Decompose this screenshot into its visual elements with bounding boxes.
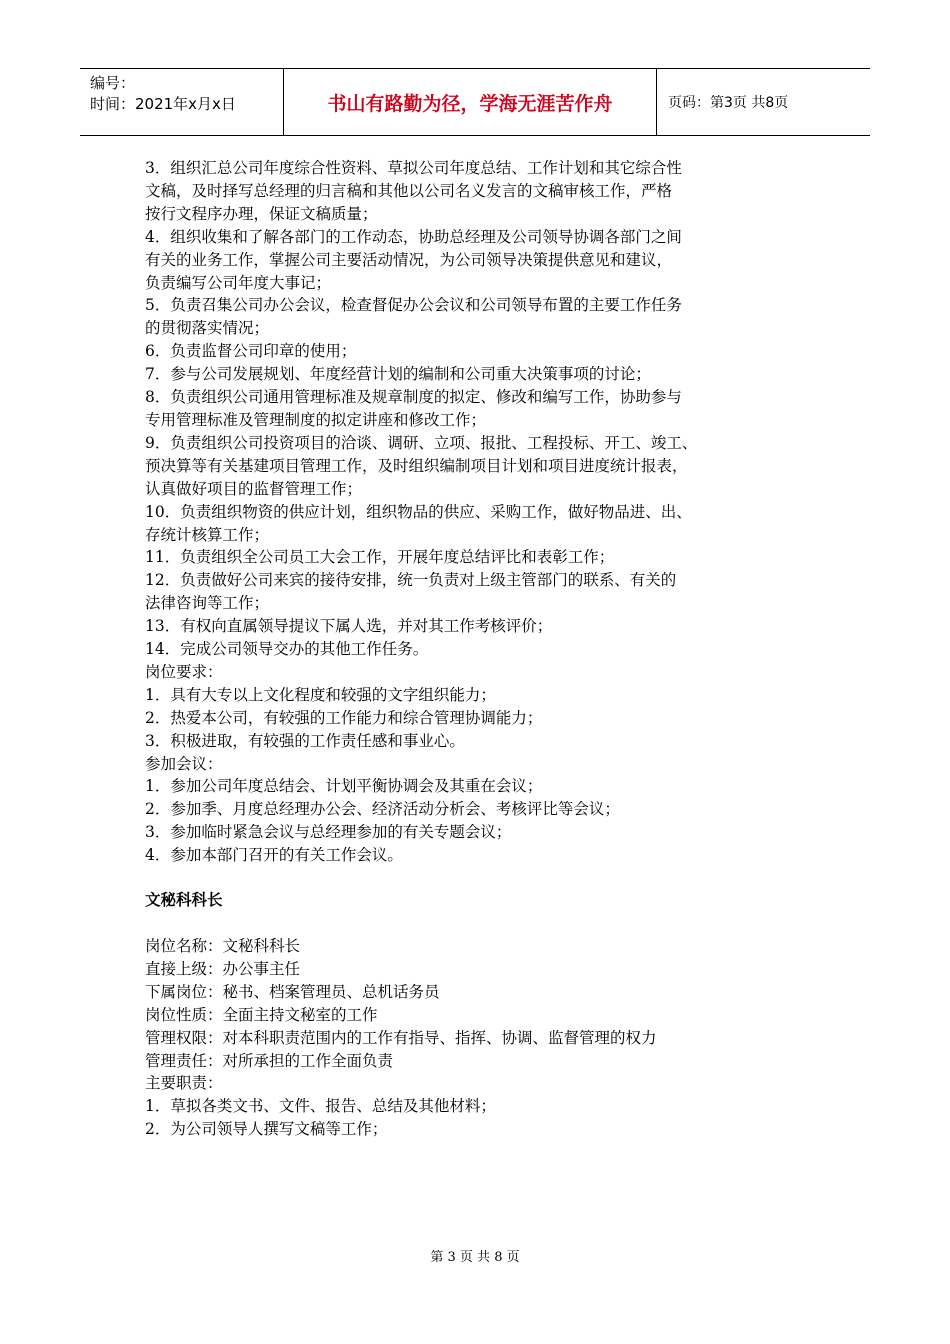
text-line: 3．组织汇总公司年度综合性资料、草拟公司年度总结、工作计划和其它综合性 — [145, 159, 682, 177]
header-page-label: 页码：第3页 共8页 — [668, 95, 789, 111]
text-line: 管理权限：对本科职责范围内的工作有指导、指挥、协调、监督管理的权力 — [145, 1028, 657, 1047]
text-line: 主要职责： — [145, 1074, 223, 1093]
section-heading: 文秘科科长 — [145, 891, 223, 910]
header-divider — [656, 69, 657, 135]
text-line: 13．有权向直属领导提议下属人选，并对其工作考核评价； — [145, 617, 553, 636]
document-body — [145, 157, 845, 1141]
text-line: 按行文程序办理，保证文稿质量； — [145, 204, 378, 223]
text-line: 有关的业务工作，掌握公司主要活动情况，为公司领导决策提供意见和建议， — [145, 250, 673, 269]
page-header — [80, 68, 870, 136]
text-line: 7．参与公司发展规划、年度经营计划的编制和公司重大决策事项的讨论； — [145, 365, 651, 384]
text-line: 5．负责召集公司办公会议，检查督促办公会议和公司领导布置的主要工作任务 — [145, 296, 682, 315]
text-line: 8．负责组织公司通用管理标准及规章制度的拟定、修改和编写工作，协助参与 — [145, 388, 682, 407]
duties-block — [145, 157, 845, 867]
text-line: 下属岗位：秘书、档案管理员、总机话务员 — [145, 982, 440, 1001]
text-line: 10．负责组织物资的供应计划，组织物品的供应、采购工作，做好物品进、出、 — [145, 502, 692, 521]
text-line: 4．参加本部门召开的有关工作会议。 — [145, 846, 403, 865]
text-line: 直接上级：办公事主任 — [145, 959, 301, 978]
text-line: 文稿，及时择写总经理的归言稿和其他以公司名义发言的文稿审核工作，严格 — [145, 181, 673, 200]
header-meta — [90, 73, 284, 115]
text-line: 存统计核算工作； — [145, 525, 270, 544]
header-motto: 书山有路勤为径，学海无涯苦作舟 — [327, 92, 613, 115]
text-line: 专用管理标准及管理制度的拟定讲座和修改工作； — [145, 410, 487, 429]
text-line: 1．参加公司年度总结会、计划平衡协调会及其重在会议； — [145, 777, 543, 796]
text-line: 管理责任：对所承担的工作全面负责 — [145, 1051, 394, 1070]
text-line: 岗位名称：文秘科科长 — [145, 937, 301, 955]
text-line: 3．积极进取，有较强的工作责任感和事业心。 — [145, 731, 465, 750]
text-line: 法律咨询等工作； — [145, 594, 270, 613]
text-line: 4．组织收集和了解各部门的工作动态，协助总经理及公司领导协调各部门之间 — [145, 227, 682, 246]
text-line: 岗位性质：全面主持文秘室的工作 — [145, 1005, 378, 1024]
page-footer: 第 3 页 共 8 页 — [430, 1250, 520, 1265]
text-line: 11．负责组织全公司员工大会工作，开展年度总结评比和表彰工作； — [145, 548, 615, 567]
text-line: 2．参加季、月度总经理办公会、经济活动分析会、考核评比等会议； — [145, 800, 620, 819]
text-line: 认真做好项目的监督管理工作； — [145, 479, 363, 498]
text-line: 14．完成公司领导交办的其他工作任务。 — [145, 640, 429, 659]
text-line: 6．负责监督公司印章的使用； — [145, 342, 357, 361]
text-line: 2．为公司领导人撰写文稿等工作； — [145, 1120, 388, 1139]
text-line: 的贯彻落实情况； — [145, 319, 270, 338]
text-line: 负责编写公司年度大事记； — [145, 273, 332, 292]
text-line: 12．负责做好公司来宾的接待安排，统一负责对上级主管部门的联系、有关的 — [145, 571, 677, 590]
text-line: 2．热爱本公司，有较强的工作能力和综合管理协调能力； — [145, 708, 543, 727]
text-line: 1．具有大专以上文化程度和较强的文字组织能力； — [145, 685, 496, 704]
text-line: 3．参加临时紧急会议与总经理参加的有关专题会议； — [145, 823, 512, 842]
text-line: 1．草拟各类文书、文件、报告、总结及其他材料； — [145, 1097, 496, 1116]
time-label: 时间：2021年x月x日 — [90, 95, 236, 113]
number-label: 编号： — [90, 74, 136, 92]
position-block — [145, 935, 845, 1141]
text-line: 9．负责组织公司投资项目的洽谈、调研、立项、报批、工程投标、开工、竣工、 — [145, 433, 698, 452]
text-line: 预决算等有关基建项目管理工作，及时组织编制项目计划和项目进度统计报表， — [145, 456, 688, 475]
text-line: 参加会议： — [145, 754, 223, 773]
text-line: 岗位要求： — [145, 662, 223, 681]
